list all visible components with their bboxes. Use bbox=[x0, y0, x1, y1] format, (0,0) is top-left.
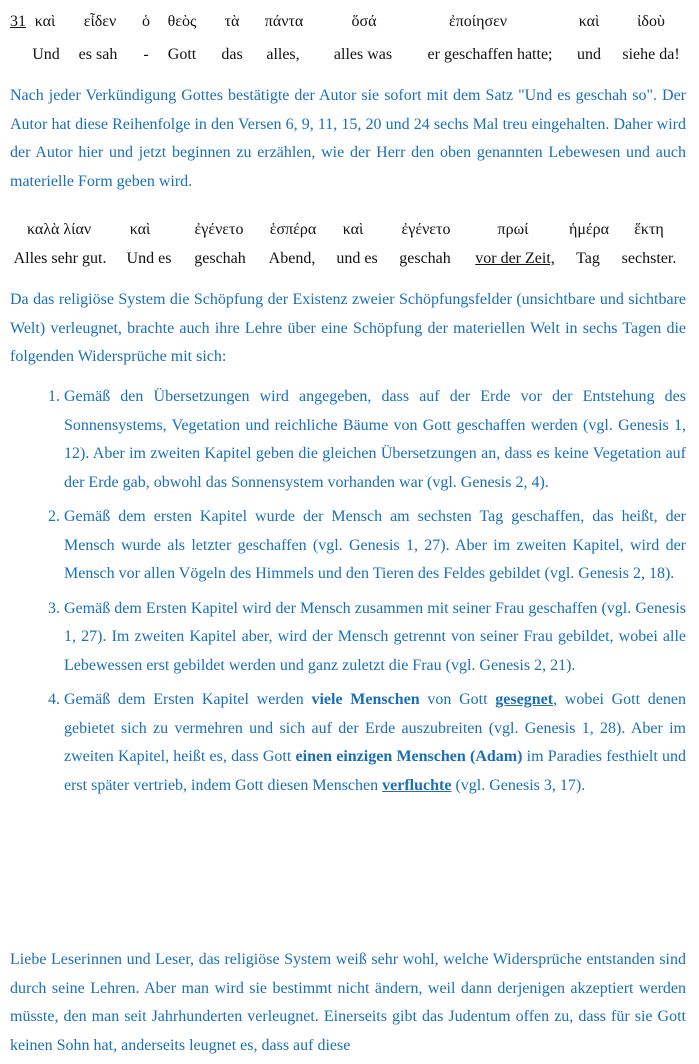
german-word: und bbox=[577, 46, 601, 63]
verse-number: 31 bbox=[10, 13, 26, 30]
german-word: und es bbox=[336, 250, 378, 267]
greek-word: ἐποίησεν bbox=[448, 13, 508, 30]
greek-word: πάντα bbox=[264, 13, 304, 30]
list-item-text: im Paradies festhielt und erst später vertrieb, indem Gott diesen Menschen bbox=[64, 748, 687, 794]
list-item bbox=[64, 595, 686, 681]
german-word: sechster. bbox=[621, 250, 677, 267]
greek-word: ἡμέρα bbox=[568, 221, 610, 238]
list-item-text: , wobei Gott denen gebietet sich zu vermehren und sich auf der Erde auszubreiten (vgl. Genesis 1, 28). Aber im zweiten Kapitel, heißt es, dass Gott bbox=[64, 691, 687, 765]
contradictions-list bbox=[10, 383, 686, 806]
german-word: Gott bbox=[167, 46, 197, 63]
german-word: alles, bbox=[266, 46, 300, 63]
greek-word: καὶ bbox=[578, 13, 600, 30]
greek-word: ὁ bbox=[142, 13, 150, 30]
german-word: - bbox=[143, 46, 149, 63]
greek-word: πρωί bbox=[497, 221, 529, 238]
german-word: vor der Zeit, bbox=[475, 250, 555, 267]
greek-word: ἕκτη bbox=[634, 221, 664, 238]
german-word: es sah bbox=[78, 46, 118, 63]
greek-word: τὰ bbox=[224, 13, 240, 30]
german-word: er geschaffen hatte; bbox=[427, 46, 553, 63]
list-item-text: Gemäß den Übersetzungen wird angegeben, dass auf der Erde vor der Entstehung des Sonnensystems, Vegetation und reichliche Bäume von Gott geschaffen werden (vgl. Genesis 1, 12). Aber im zweiten Kapitel geben die gleichen Übersetzungen an, dass es keine Vegetation auf der Erde gab, obwohl das Sonnensystem vorhanden war (vgl. Genesis 2, 4). bbox=[64, 388, 686, 491]
german-word: Tag bbox=[576, 250, 600, 267]
explanation-paragraph-2: Da das religiöse System die Schöpfung der Existenz zweier Schöpfungsfelder (unsichtbare und sichtbare Welt) verleugnet, brachte auch ihre Lehre über eine Schöpfung der materiellen Welt in sechs Tagen die folgenden Widersprüche mit sich: bbox=[10, 291, 686, 365]
list-item-text: Gemäß dem ersten Kapitel wurde der Mensch am sechsten Tag geschaffen, das heißt, der Mensch wurde als letzter geschaffen (vgl. Genesis 1, 27). Aber im zweiten Kapitel, wird der Mensch vor allen Vögeln des Himmels und den Tieren des Feldes gebildet (vgl. Genesis 2, 18). bbox=[64, 508, 686, 582]
greek-word: θεὸς bbox=[167, 13, 197, 30]
list-item bbox=[64, 383, 686, 497]
german-word: Und bbox=[32, 46, 60, 63]
german-word: alles was bbox=[333, 46, 393, 63]
list-item-text: (vgl. Genesis 3, 17). bbox=[451, 776, 586, 794]
greek-word: ὅσά bbox=[351, 13, 377, 30]
emphasis-text: verfluchte bbox=[382, 776, 452, 794]
german-word: das bbox=[221, 46, 243, 63]
greek-word: ἐγένετο bbox=[194, 221, 244, 238]
list-item-text: von Gott bbox=[419, 691, 496, 708]
greek-word: καὶ bbox=[34, 13, 56, 30]
greek-word: ἰδοὺ bbox=[637, 13, 665, 30]
german-word: Alles sehr gut. bbox=[13, 250, 107, 267]
explanation-paragraph-1: Nach jeder Verkündigung Gottes bestätigte der Autor sie sofort mit dem Satz "Und es geschah so". Der Autor hat diese Reihenfolge in den Versen 6, 9, 11, 15, 20 und 24 sechs Mal treu eingehalten. Daher wird der Autor hier und jetzt beginnen zu erzählen, wie der Herr den oben genannten Lebewesen und auch materielle Form geben wird. bbox=[10, 87, 686, 190]
greek-word: καὶ bbox=[342, 221, 364, 238]
greek-word: ἑσπέρα bbox=[269, 221, 317, 238]
list-item-text: Gemäß dem Ersten Kapitel werden bbox=[64, 691, 312, 708]
german-word: geschah bbox=[399, 250, 451, 267]
emphasis-text: viele Menschen bbox=[311, 691, 420, 708]
list-item-text: Gemäß dem Ersten Kapitel wird der Mensch zusammen mit seiner Frau geschaffen (vgl. Genesis 1, 27). Im zweiten Kapitel aber, wird der Mensch getrennt von seiner Frau gebildet, wobei alle Lebewessen erst gebildet werden und ganz zuletzt die Frau (vgl. Genesis 2, 21). bbox=[64, 599, 686, 674]
german-word: geschah bbox=[194, 250, 246, 267]
emphasis-text: einen einzigen Menschen (Adam) bbox=[295, 748, 523, 765]
greek-word: εἶδεν bbox=[83, 13, 117, 30]
greek-word: καλὰ λίαν bbox=[26, 221, 92, 238]
list-item bbox=[64, 686, 686, 800]
explanation-paragraph-3: Liebe Leserinnen und Leser, das religiöse System weiß sehr wohl, welche Widersprüche entstanden sind durch seine Lehren. Aber man wird sie bestimmt nicht ändern, weil dann derjenigen akzeptiert werden müsste, den man seit Jahrhunderten verleugnet. Einerseits gibt das Judentum offen zu, dass für sie Gott keinen Sohn hat, anderseits leugnet es, dass auf diese bbox=[10, 951, 686, 1054]
greek-word: καὶ bbox=[129, 221, 151, 238]
emphasis-text: gesegnet bbox=[495, 691, 554, 708]
german-word: siehe da! bbox=[622, 46, 680, 63]
german-word: Abend, bbox=[268, 250, 316, 267]
greek-word: ἐγένετο bbox=[401, 221, 451, 238]
list-item bbox=[64, 503, 686, 589]
german-word: Und es bbox=[126, 250, 172, 267]
